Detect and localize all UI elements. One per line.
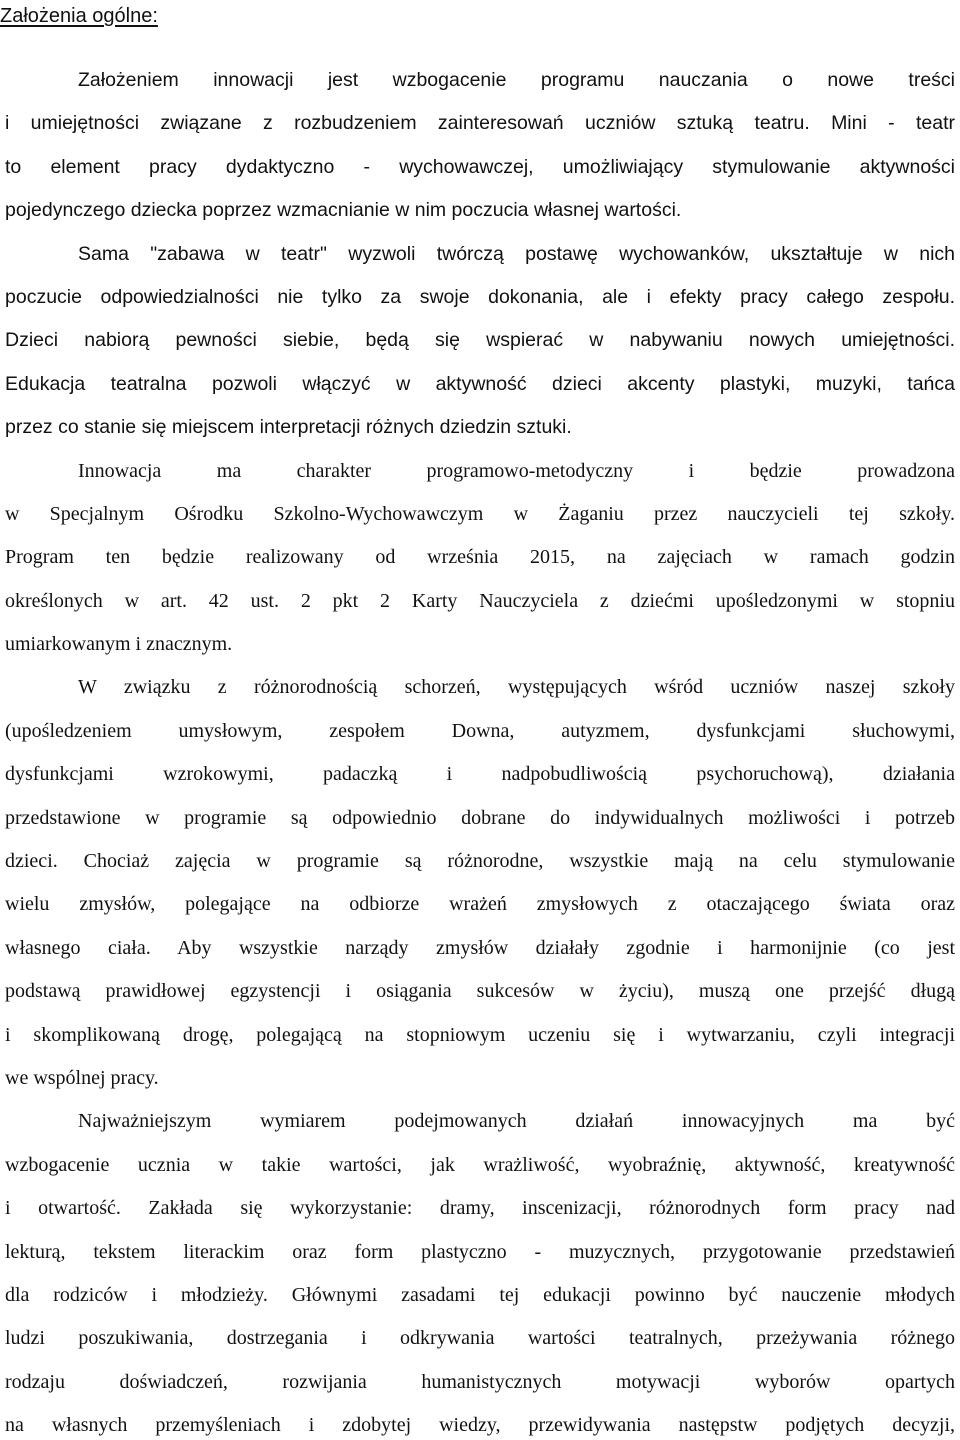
section-heading: Założenia ogólne: xyxy=(0,5,158,27)
text-line: Edukacja teatralna pozwoli włączyć w aktywność dzieci akcenty plastyki, muzyki, tańca xyxy=(5,372,955,395)
text-line: pojedynczego dziecka poprzez wzmacnianie w nim poczucia własnej wartości. xyxy=(5,199,682,222)
text-line: umiarkowanym i znacznym. xyxy=(5,633,233,656)
text-line: dla rodziców i młodzieży. Głównymi zasadami tej edukacji powinno być nauczenie młodych xyxy=(5,1283,955,1306)
text-line: lekturą, tekstem literackim oraz form plastyczno - muzycznych, przygotowanie przedstawień xyxy=(5,1240,955,1263)
text-line: dysfunkcjami wzrokowymi, padaczką i nadpobudliwością psychoruchową), działania xyxy=(5,763,955,786)
text-line: (upośledzeniem umysłowym, zespołem Downa, autyzmem, dysfunkcjami słuchowymi, xyxy=(5,719,955,742)
text-line: wielu zmysłów, polegające na odbiorze wrażeń zmysłowych z otaczającego świata oraz xyxy=(5,893,955,916)
text-line: Założeniem innowacji jest wzbogacenie programu nauczania o nowe treści xyxy=(78,69,955,91)
text-line: wzbogacenie ucznia w takie wartości, jak wrażliwość, wyobraźnię, aktywność, kreatywność xyxy=(5,1153,955,1176)
text-line: dzieci. Chociaż zajęcia w programie są różnorodne, wszystkie mają na celu stymulowanie xyxy=(5,850,955,873)
text-line: i otwartość. Zakłada się wykorzystanie: dramy, inscenizacji, różnorodnych form pracy nad xyxy=(5,1197,955,1220)
text-line: ludzi poszukiwania, dostrzegania i odkrywania wartości teatralnych, przeżywania różnego xyxy=(5,1327,955,1350)
text-line: Innowacja ma charakter programowo-metodyczny i będzie prowadzona xyxy=(78,459,955,482)
text-line: to element pracy dydaktyczno - wychowawczej, umożliwiający stymulowanie aktywności xyxy=(5,155,955,178)
text-line: w Specjalnym Ośrodku Szkolno-Wychowawczym w Żaganiu przez nauczycieli tej szkoły. xyxy=(5,502,955,525)
body-text xyxy=(5,59,955,1440)
text-line: i umiejętności związane z rozbudzeniem zainteresowań uczniów sztuką teatru. Mini - teatr xyxy=(5,112,955,135)
text-line: Sama "zabawa w teatr" wyzwoli twórczą postawę wychowanków, ukształtuje w nich xyxy=(78,242,955,265)
text-line: na własnych przemyśleniach i zdobytej wiedzy, przewidywania następstw podjętych decyzji, xyxy=(5,1414,955,1437)
text-line: i skomplikowaną drogę, polegającą na stopniowym uczeniu się i wytwarzaniu, czyli integracji xyxy=(5,1023,955,1046)
text-line: podstawą prawidłowej egzystencji i osiągania sukcesów w życiu), muszą one przejść długą xyxy=(5,980,955,1003)
text-line: Najważniejszym wymiarem podejmowanych działań innowacyjnych ma być xyxy=(78,1110,955,1133)
text-line: przedstawione w programie są odpowiednio dobrane do indywidualnych możliwości i potrzeb xyxy=(5,806,955,829)
text-line: poczucie odpowiedzialności nie tylko za swoje dokonania, ale i efekty pracy całego zespołu. xyxy=(5,285,955,308)
text-line: własnego ciała. Aby wszystkie narządy zmysłów działały zgodnie i harmonijnie (co jest xyxy=(5,936,955,959)
text-line: Dzieci nabiorą pewności siebie, będą się wspierać w nabywaniu nowych umiejętności. xyxy=(5,329,955,352)
text-line: przez co stanie się miejscem interpretacji różnych dziedzin sztuki. xyxy=(5,416,572,439)
text-line: rodzaju doświadczeń, rozwijania humanistycznych motywacji wyborów opartych xyxy=(5,1370,955,1393)
text-line: we wspólnej pracy. xyxy=(5,1066,159,1089)
text-line: W związku z różnorodnością schorzeń, występujących wśród uczniów naszej szkoły xyxy=(78,676,955,699)
text-line: Program ten będzie realizowany od września 2015, na zajęciach w ramach godzin xyxy=(5,546,955,569)
text-line: określonych w art. 42 ust. 2 pkt 2 Karty Nauczyciela z dziećmi upośledzonymi w stopniu xyxy=(5,589,955,612)
